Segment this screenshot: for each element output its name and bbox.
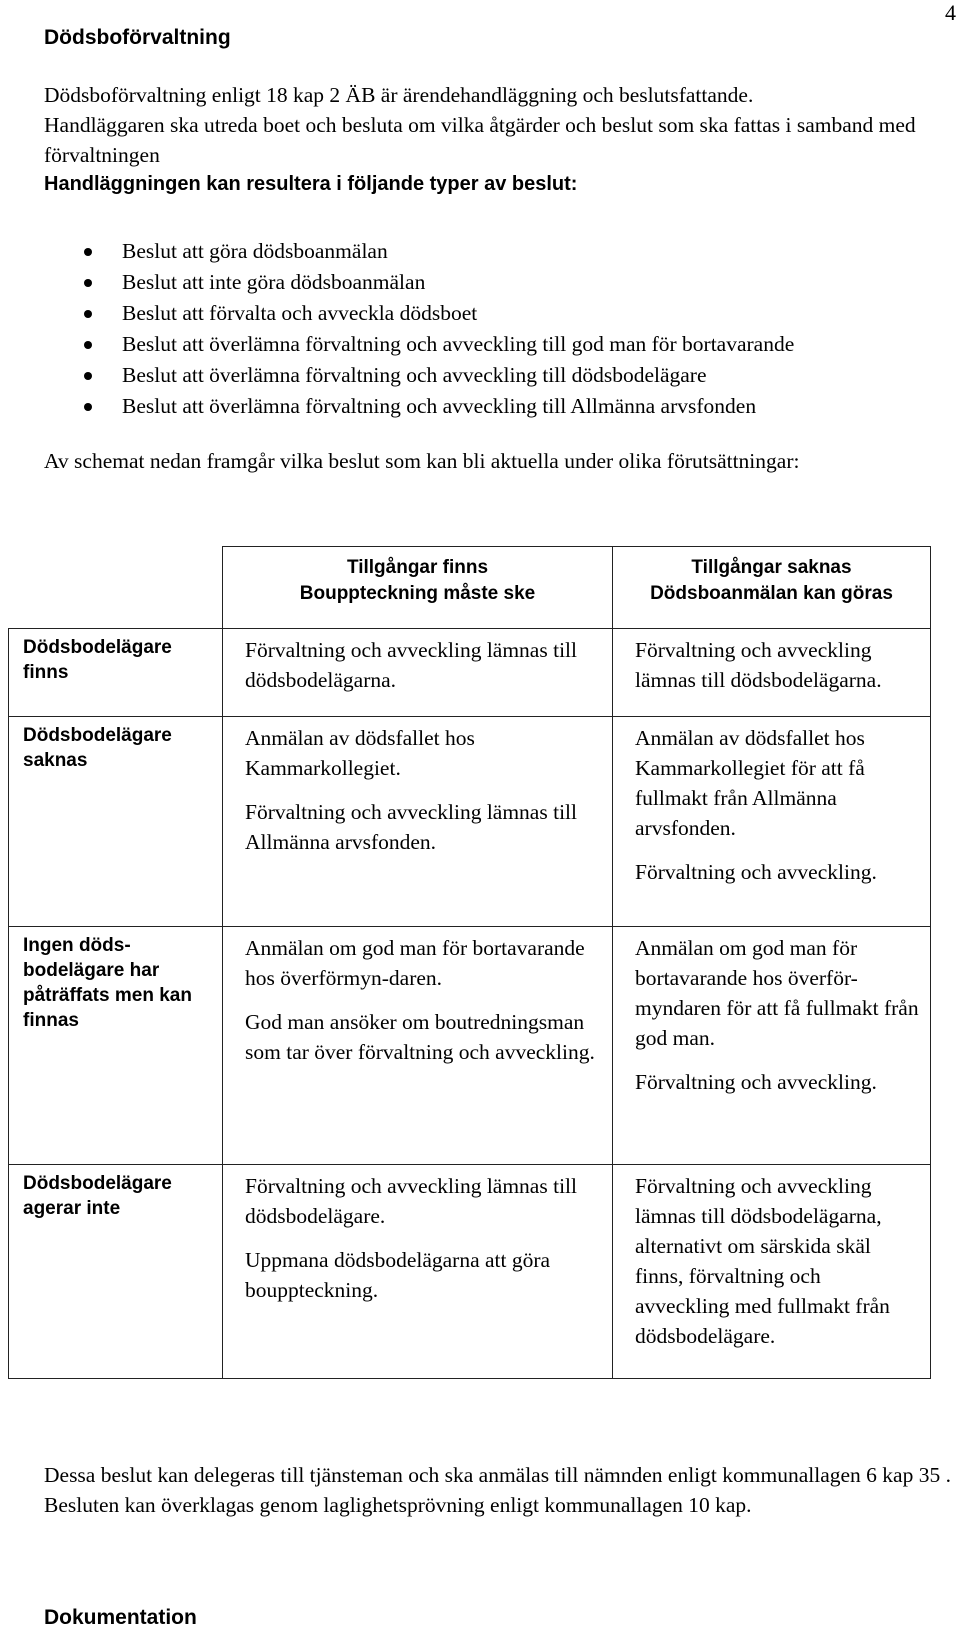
page-number: 4 (945, 0, 956, 25)
intro-bold-line: Handläggningen kan resultera i följande typer av beslut: (44, 173, 578, 195)
outro-paragraph: Dessa beslut kan delegeras till tjänsteman och ska anmälas till nämnden enligt kommunallagen 6 kap 35 . Besluten kan överklagas genom laglighetsprövning enligt kommunallagen 10 kap. (44, 1463, 951, 1517)
list-item: Beslut att överlämna förvaltning och avveckling till dödsbodelägare (84, 360, 794, 391)
column-header-no-assets: Tillgångar saknas Dödsboanmälan kan göras (613, 547, 931, 629)
table-cell: Anmälan av dödsfallet hos Kammarkollegiet för att få fullmakt från Allmänna arvsfonden. Förvaltning och avveckling. (613, 717, 931, 927)
intro-line-1: Dödsboförvaltning enligt 18 kap 2 ÄB är ärendehandläggning och beslutsfattande. (44, 83, 754, 107)
intro-line-2: Handläggaren ska utreda boet och besluta om vilka åtgärder och beslut som ska fattas i samband med förvaltningen (44, 113, 916, 167)
next-section-heading: Dokumentation (44, 1606, 197, 1629)
list-item: Beslut att göra dödsboanmälan (84, 236, 794, 267)
table-cell: Anmälan om god man för bortavarande hos överför-myndaren för att få fullmakt från god man. Förvaltning och avveckling. (613, 927, 931, 1165)
bullet-icon (84, 310, 92, 318)
table-cell: Förvaltning och avveckling lämnas till dödsbodelägarna. (223, 629, 613, 717)
table-row (9, 927, 931, 1165)
table-header-row (9, 547, 931, 629)
table-cell: Anmälan av dödsfallet hos Kammarkollegiet. Förvaltning och avveckling lämnas till Allmänna arvsfonden. (223, 717, 613, 927)
table-cell: Förvaltning och avveckling lämnas till dödsbodelägarna, alternativt om särskida skäl finns, förvaltning och avveckling med fullmakt från dödsbodelägare. (613, 1165, 931, 1379)
row-header: Dödsbodelägare agerar inte (9, 1165, 223, 1379)
row-header: Ingen döds-bodelägare har påträffats men kan finnas (9, 927, 223, 1165)
bullet-icon (84, 279, 92, 287)
schema-intro: Av schemat nedan framgår vilka beslut som kan bli aktuella under olika förutsättningar: (44, 449, 800, 473)
column-header-assets: Tillgångar finns Bouppteckning måste ske (223, 547, 613, 629)
row-header: Dödsbodelägare finns (9, 629, 223, 717)
list-item: Beslut att förvalta och avveckla dödsboet (84, 298, 794, 329)
bullet-icon (84, 248, 92, 256)
bullet-icon (84, 372, 92, 380)
list-item: Beslut att överlämna förvaltning och avveckling till Allmänna arvsfonden (84, 391, 794, 422)
table-cell: Förvaltning och avveckling lämnas till dödsbodelägare. Uppmana dödsbodelägarna att göra bouppteckning. (223, 1165, 613, 1379)
table-cell: Anmälan om god man för bortavarande hos överförmyn-daren. God man ansöker om boutredningsman som tar över förvaltning och avveckling. (223, 927, 613, 1165)
section-heading: Dödsboförvaltning (44, 26, 231, 49)
row-header: Dödsbodelägare saknas (9, 717, 223, 927)
list-item: Beslut att överlämna förvaltning och avveckling till god man för bortavarande (84, 329, 794, 360)
table-cell: Förvaltning och avveckling lämnas till dödsbodelägarna. (613, 629, 931, 717)
bullet-icon (84, 403, 92, 411)
decision-list (84, 236, 794, 422)
bullet-icon (84, 341, 92, 349)
table-row (9, 629, 931, 717)
intro-paragraph (44, 80, 954, 198)
table-row (9, 717, 931, 927)
table-row (9, 1165, 931, 1379)
table-corner (9, 547, 223, 629)
decision-table (8, 546, 931, 1379)
list-item: Beslut att inte göra dödsboanmälan (84, 267, 794, 298)
